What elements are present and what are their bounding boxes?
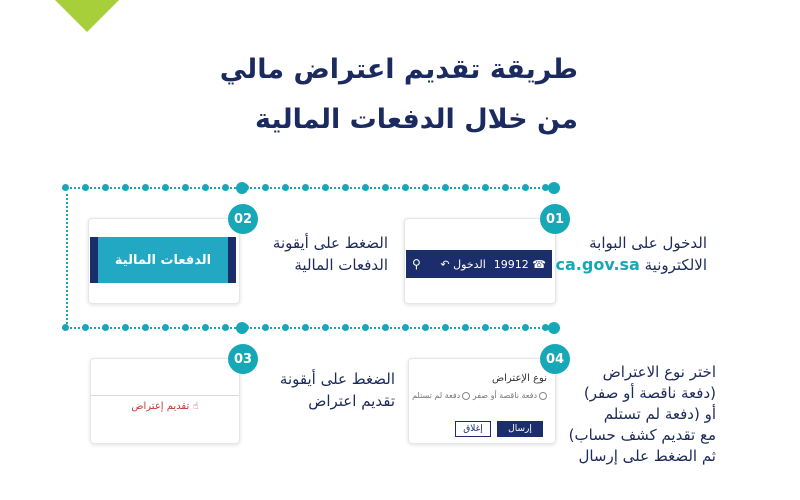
phone-icon: ☎ — [532, 257, 546, 271]
portal-header-bar — [406, 250, 552, 278]
objection-form-card — [408, 358, 556, 444]
step4-text: اختر نوع الاعتراض (دفعة ناقصة أو صفر) أو (دفعة لم تستلم مع تقديم كشف حساب) ثم الضغط على إرسال — [568, 363, 716, 465]
portal-phone: ☎ 19912 — [493, 257, 546, 271]
login-icon: ↶ — [440, 257, 450, 271]
step3-text: الضغط على أيقونة تقديم اعتراض — [279, 370, 395, 410]
portal-login-link[interactable]: الدخول ↶ — [440, 257, 486, 271]
step4-number: 04 — [540, 344, 570, 374]
connector-bottom — [62, 322, 560, 334]
send-button[interactable]: إرسال — [497, 421, 543, 437]
step3-number: 03 — [228, 344, 258, 374]
step3-card — [90, 358, 240, 444]
radio-underpaid[interactable]: دفعة ناقصة أو صفر — [473, 391, 547, 400]
connector-left — [66, 194, 68, 328]
financial-payments-button[interactable]: الدفعات المالية — [90, 237, 236, 283]
radio-not-received[interactable]: دفعة لم تستلم — [412, 391, 470, 400]
step1-number: 01 — [540, 204, 570, 234]
connector-top — [62, 182, 560, 194]
close-button[interactable]: إغلاق — [455, 421, 491, 437]
step2-text: الضغط على أيقونة الدفعات المالية — [272, 234, 388, 274]
page-title-line1: طريقة تقديم اعتراض مالي — [219, 54, 578, 85]
objection-type-label: نوع الإعتراض — [492, 373, 547, 384]
hand-pointer-icon: ☝ — [192, 401, 199, 412]
submit-objection-button[interactable]: ☝ تقديم إعتراض — [131, 401, 199, 412]
portal-url[interactable]: ca.gov.sa — [555, 255, 640, 274]
step1-text: الدخول على البوابة الالكترونية ca.gov.sa — [555, 234, 707, 274]
page-title-line2: من خلال الدفعات المالية — [255, 104, 578, 135]
search-icon[interactable]: ⚲ — [412, 257, 421, 271]
objection-type-options — [412, 391, 547, 400]
decorative-diamond — [46, 0, 128, 32]
step2-number: 02 — [228, 204, 258, 234]
